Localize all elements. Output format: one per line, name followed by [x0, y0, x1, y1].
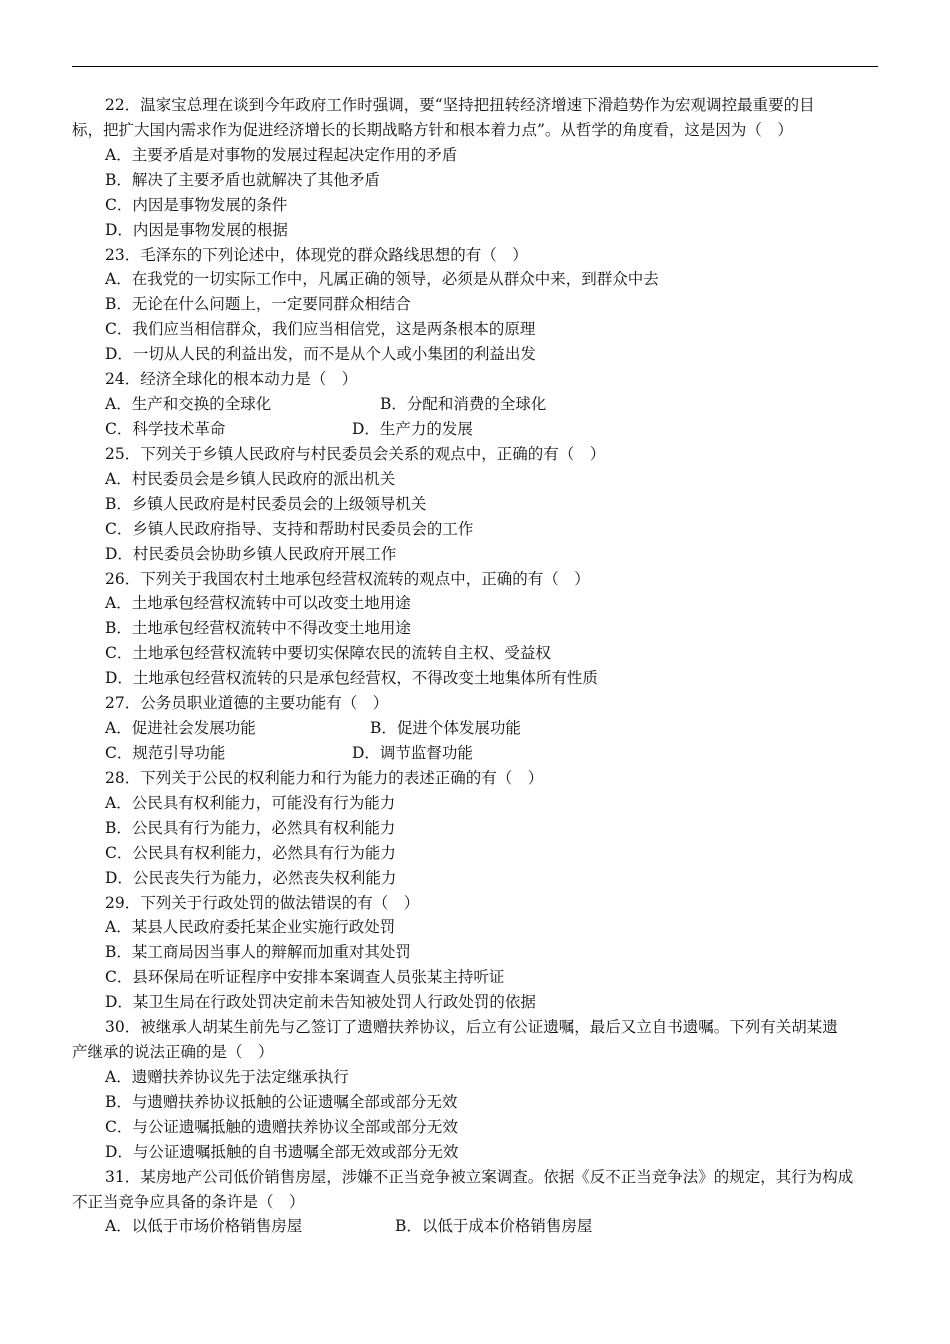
- answer-option: B．公民具有行为能力，必然具有权利能力: [105, 818, 396, 837]
- answer-option: A．村民委员会是乡镇人民政府的派出机关: [105, 469, 396, 488]
- answer-option: A．在我党的一切实际工作中，凡属正确的领导，必须是从群众中来，到群众中去: [105, 270, 659, 289]
- option-row: [72, 741, 882, 766]
- question-22: [72, 93, 882, 243]
- answer-option: D．生产力的发展: [352, 419, 473, 438]
- question-stem: 产继承的说法正确的是（ ）: [72, 1043, 274, 1062]
- answer-option: D．土地承包经营权流转的只是承包经营权，不得改变土地集体所有性质: [105, 669, 598, 688]
- answer-option: D．内因是事物发展的根据: [105, 220, 288, 239]
- option-row: [72, 1140, 882, 1165]
- option-row: [72, 317, 882, 342]
- option-row: [72, 816, 882, 841]
- answer-option: A．遗赠扶养协议先于法定继承执行: [105, 1067, 349, 1086]
- answer-option: B．乡镇人民政府是村民委员会的上级领导机关: [105, 494, 427, 513]
- option-row: [72, 267, 882, 292]
- answer-option: C．县环保局在听证程序中安排本案调查人员张某主持听证: [105, 968, 505, 987]
- option-row: [72, 616, 882, 641]
- option-row: [72, 990, 882, 1015]
- question-stem: 31．某房地产公司低价销售房屋，涉嫌不正当竞争被立案调查。依据《反不正当竞争法》的规定，其行为构成: [105, 1167, 854, 1186]
- option-row: [72, 666, 882, 691]
- answer-option: B．某工商局因当事人的辩解而加重对其处罚: [105, 943, 411, 962]
- answer-option: B．促进个体发展功能: [370, 719, 521, 738]
- answer-option: D．一切从人民的利益出发，而不是从个人或小集团的利益出发: [105, 345, 536, 364]
- question-stem: 30．被继承人胡某生前先与乙签订了遗赠扶养协议，后立有公证遗嘱，最后又立自书遗嘱。下列有关胡某遗: [105, 1018, 838, 1037]
- answer-option: B．土地承包经营权流转中不得改变土地用途: [105, 619, 411, 638]
- question-31: [72, 1165, 882, 1240]
- question-27: [72, 691, 882, 766]
- option-row: [72, 392, 882, 417]
- answer-option: A．土地承包经营权流转中可以改变土地用途: [105, 594, 411, 613]
- option-row: [72, 542, 882, 567]
- question-23: [72, 243, 882, 368]
- answer-option: A．某县人民政府委托某企业实施行政处罚: [105, 918, 396, 937]
- answer-option: D．调节监督功能: [352, 743, 473, 762]
- option-row: [72, 841, 882, 866]
- answer-option: B．无论在什么问题上，一定要同群众相结合: [105, 295, 411, 314]
- answer-option: B．分配和消费的全球化: [380, 395, 547, 414]
- option-row: [72, 342, 882, 367]
- answer-option: A．以低于市场价格销售房屋: [105, 1217, 303, 1236]
- answer-option: A．促进社会发展功能: [105, 719, 256, 738]
- answer-option: B．以低于成本价格销售房屋: [395, 1217, 593, 1236]
- option-row: [72, 143, 882, 168]
- question-28: [72, 766, 882, 891]
- question-25: [72, 442, 882, 567]
- answer-option: A．公民具有权利能力，可能没有行为能力: [105, 793, 396, 812]
- answer-option: B．解决了主要矛盾也就解决了其他矛盾: [105, 170, 380, 189]
- question-30: [72, 1015, 882, 1165]
- question-stem: 27．公务员职业道德的主要功能有（ ）: [105, 694, 389, 713]
- option-row: [72, 1090, 882, 1115]
- option-row: [72, 517, 882, 542]
- question-stem: 22．温家宝总理在谈到今年政府工作时强调，要“坚持把扭转经济增速下滑趋势作为宏观调控最重要的目: [105, 96, 815, 114]
- option-row: [72, 218, 882, 243]
- question-24: [72, 367, 882, 442]
- answer-option: C．内因是事物发展的条件: [105, 195, 288, 214]
- option-row: [72, 193, 882, 218]
- option-row: [72, 915, 882, 940]
- option-row: [72, 1115, 882, 1140]
- answer-option: B．与遗赠扶养协议抵触的公证遗嘱全部或部分无效: [105, 1092, 458, 1111]
- question-stem: 23．毛泽东的下列论述中，体现党的群众路线思想的有（ ）: [105, 245, 528, 264]
- option-row: [72, 292, 882, 317]
- answer-option: D．与公证遗嘱抵触的自书遗嘱全部无效或部分无效: [105, 1142, 459, 1161]
- answer-option: C．土地承包经营权流转中要切实保障农民的流转自主权、受益权: [105, 644, 551, 663]
- question-stem: 不正当竞争应具备的条许是（ ）: [72, 1192, 305, 1211]
- question-stem: 28．下列关于公民的权利能力和行为能力的表述正确的有（ ）: [105, 768, 544, 787]
- answer-option: D．村民委员会协助乡镇人民政府开展工作: [105, 544, 397, 563]
- option-row: [72, 492, 882, 517]
- answer-option: C．我们应当相信群众，我们应当相信党，这是两条根本的原理: [105, 320, 536, 339]
- option-row: [72, 965, 882, 990]
- option-row: [72, 716, 882, 741]
- option-row: [72, 641, 882, 666]
- option-row: [72, 940, 882, 965]
- option-row: [72, 467, 882, 492]
- question-stem: 26．下列关于我国农村土地承包经营权流转的观点中，正确的有（ ）: [105, 569, 590, 588]
- question-stem: 24．经济全球化的根本动力是（ ）: [105, 370, 358, 389]
- answer-option: D．某卫生局在行政处罚决定前未告知被处罚人行政处罚的依据: [105, 993, 536, 1012]
- question-29: [72, 891, 882, 1016]
- question-26: [72, 567, 882, 692]
- option-row: [72, 791, 882, 816]
- answer-option: D．公民丧失行为能力，必然丧失权利能力: [105, 868, 397, 887]
- option-row: [72, 1214, 882, 1239]
- option-row: [72, 591, 882, 616]
- question-stem: 标，把扩大国内需求作为促进经济增长的长期战略方针和根本着力点”。从哲学的角度看，这是因为（ ）: [72, 120, 793, 139]
- option-row: [72, 168, 882, 193]
- answer-option: C．科学技术革命: [105, 419, 226, 438]
- question-list: [72, 93, 882, 1239]
- option-row: [72, 1065, 882, 1090]
- option-row: [72, 866, 882, 891]
- answer-option: C．与公证遗嘱抵触的遗赠扶养协议全部或部分无效: [105, 1117, 458, 1136]
- question-stem: 29．下列关于行政处罚的做法错误的有（ ）: [105, 893, 420, 912]
- answer-option: A．主要矛盾是对事物的发展过程起决定作用的矛盾: [105, 145, 458, 164]
- answer-option: C．乡镇人民政府指导、支持和帮助村民委员会的工作: [105, 519, 474, 538]
- header-rule: [72, 66, 878, 67]
- question-stem: 25．下列关于乡镇人民政府与村民委员会关系的观点中，正确的有（ ）: [105, 444, 606, 463]
- option-row: [72, 417, 882, 442]
- answer-option: C．公民具有权利能力，必然具有行为能力: [105, 843, 396, 862]
- answer-option: A．生产和交换的全球化: [105, 395, 272, 414]
- answer-option: C．规范引导功能: [105, 743, 226, 762]
